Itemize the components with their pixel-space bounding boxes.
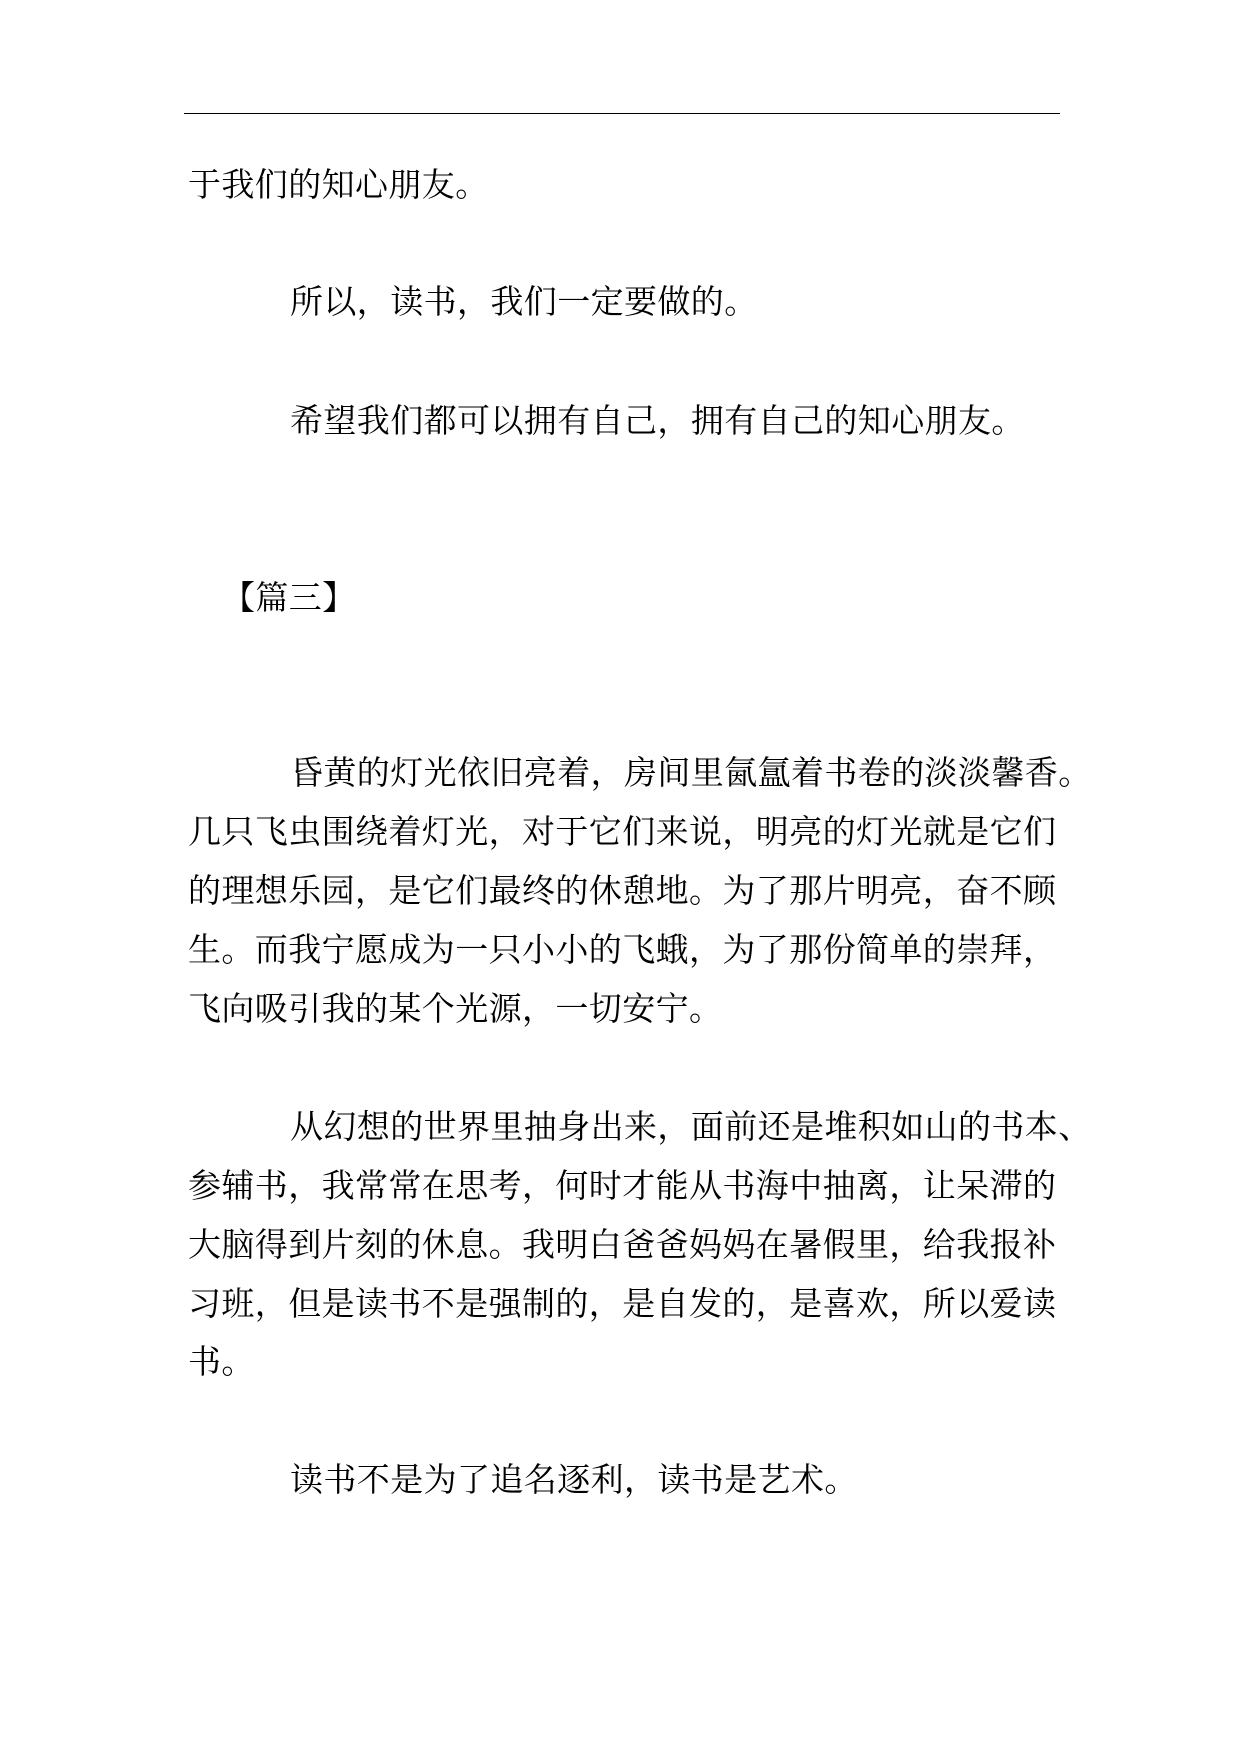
paragraph-line: 读书不是为了追名逐利，读书是艺术。	[290, 1460, 858, 1499]
paragraph-line: 参辅书，我常常在思考，何时才能从书海中抽离，让呆滞的	[188, 1166, 1057, 1205]
section-title: 【篇三】	[222, 578, 356, 617]
paragraph-line: 几只飞虫围绕着灯光，对于它们来说，明亮的灯光就是它们	[188, 812, 1057, 851]
paragraph-line: 所以，读书，我们一定要做的。	[290, 282, 758, 321]
header-rule	[184, 113, 1060, 114]
paragraph-line: 习班，但是读书不是强制的，是自发的，是喜欢，所以爱读	[188, 1284, 1057, 1323]
paragraph-line: 飞向吸引我的某个光源，一切安宁。	[188, 989, 723, 1028]
paragraph-line: 希望我们都可以拥有自己，拥有自己的知心朋友。	[290, 401, 1025, 440]
paragraph-line: 于我们的知心朋友。	[188, 165, 489, 204]
paragraph-line: 生。而我宁愿成为一只小小的飞蛾，为了那份简单的崇拜，	[188, 930, 1057, 969]
paragraph-line: 书。	[188, 1342, 255, 1381]
paragraph-line: 昏黄的灯光依旧亮着，房间里氤氲着书卷的淡淡馨香。	[290, 753, 1092, 792]
paragraph-line: 大脑得到片刻的休息。我明白爸爸妈妈在暑假里，给我报补	[188, 1225, 1057, 1264]
paragraph-line: 从幻想的世界里抽身出来，面前还是堆积如山的书本、	[290, 1107, 1092, 1146]
paragraph-line: 的理想乐园，是它们最终的休憩地。为了那片明亮，奋不顾	[188, 871, 1057, 910]
